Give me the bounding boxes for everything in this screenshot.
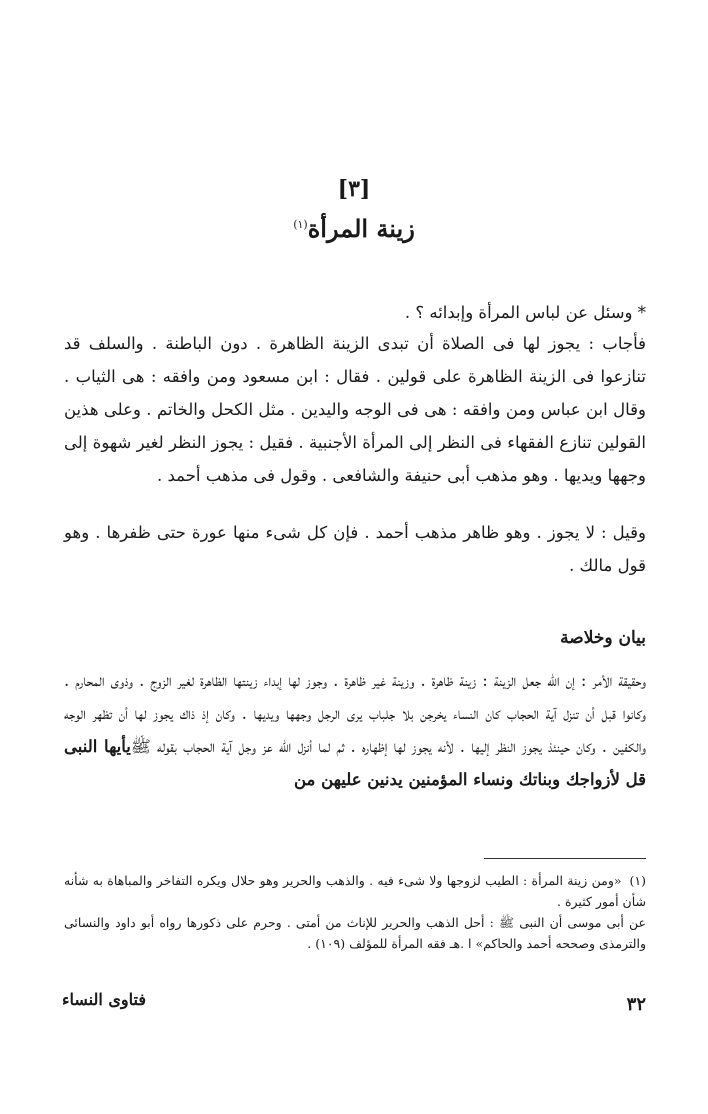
chapter-title bbox=[0, 214, 708, 243]
footnote-line-2: عن أبى موسى أن النبى ﷺ : أحل الذهب والحرير للإناث من أمتى . وحرم على ذكورها رواه أبو داود والنسائى والترمذى وصححه أحمد والحاكم» ا .هـ فقه المرأة للمؤلف (١٠٩) . bbox=[64, 915, 646, 951]
quran-verse: يأيها النبى قل لأزواجك وبناتك ونساء المؤمنين يدنين عليهن من bbox=[64, 737, 646, 789]
footnotes bbox=[64, 870, 646, 954]
chapter-footnote-ref[interactable]: (١) bbox=[293, 218, 308, 231]
footnote-1 bbox=[64, 870, 646, 912]
page-number: ٣٢ bbox=[626, 994, 646, 1015]
book-title-footer: فتاوى النساء bbox=[62, 990, 146, 1009]
chapter-title-text: زينة المرأة bbox=[307, 214, 415, 243]
question-paragraph bbox=[64, 296, 646, 329]
chapter-number: [٣] bbox=[337, 176, 371, 202]
summary-heading: بيان وخلاصة bbox=[560, 628, 646, 648]
answer-paragraph bbox=[64, 327, 646, 492]
summary-paragraph bbox=[64, 664, 646, 796]
summary-body bbox=[64, 664, 646, 796]
answer-text: فأجاب : يجوز لها فى الصلاة أن تبدى الزينة الظاهرة . دون الباطنة . والسلف قد تنازعوا فى الزينة الظاهرة على قولين . فقال : ابن مسعود ومن وافقه : هى الثياب . وقال ابن عباس ومن وافقه : هى فى الوجه واليدين . مثل الكحل والخاتم . وعلى هذين القولين تنازع الفقهاء فى النظر إلى المرأة الأجنبية . فقيل : يجوز النظر لغير شهوة إلى وجهها ويديها . وهو مذهب أبى حنيفة والشافعى . وقول فى مذهب أحمد . bbox=[64, 334, 646, 485]
question-text: * وسئل عن لباس المرأة وإبدائه ؟ . bbox=[404, 303, 646, 322]
footnote-line-1: «ومن زينة المرأة : الطيب لزوجها ولا شىء فيه . والذهب والحرير وهو حلال ويكره التفاخر والمباهاة به شأنه شأن أمور كثيرة . bbox=[64, 873, 646, 909]
second-view-text: وقيل : لا يجوز . وهو ظاهر مذهب أحمد . فإن كل شىء منها عورة حتى ظفرها . وهو قول مالك . bbox=[64, 523, 646, 575]
second-view-paragraph bbox=[64, 516, 646, 582]
summary-text: وحقيقة الأمر : إن الله جعل الزينة : زينة ظاهرة . وزينة غير ظاهرة . وجوز لها إبداء زينتها الظاهرة لغير الزوج . وذوى المحارم . وكانوا قبل أن تنزل آية الحجاب كان النساء يخرجن بلا جلباب يرى الرجل وجهها ويديها . وكان إذ ذاك يجوز لها أن تظهر الوجه والكفين . وكان حينئذ يجوز النظر إليها . لأنه يجوز لها إظهاره . ثم لما أنزل الله عز وجل آية الحجاب بقوله ﷺ bbox=[64, 671, 646, 756]
footnote-marker: (١) bbox=[629, 873, 646, 888]
footnote-divider bbox=[484, 858, 646, 859]
